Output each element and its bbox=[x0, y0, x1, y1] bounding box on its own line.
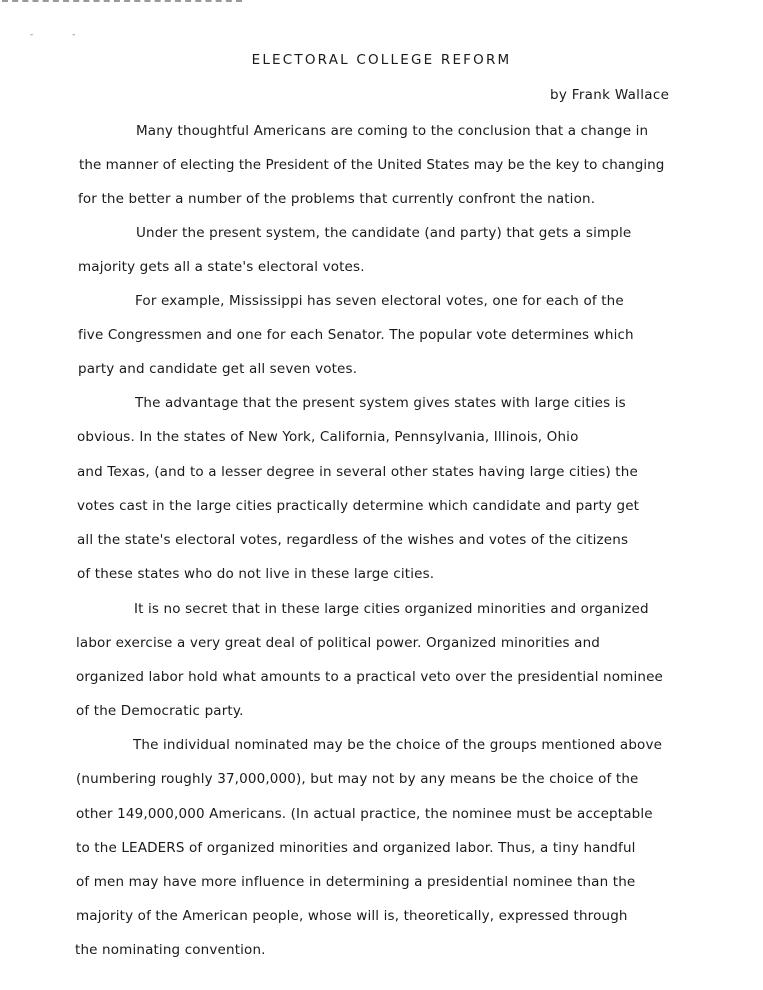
text-line: majority gets all a state's electoral votes. bbox=[78, 259, 365, 275]
text-line: other 149,000,000 Americans. (In actual practice, the nominee must be acceptable bbox=[76, 806, 653, 822]
text-line: of men may have more influence in determining a presidential nominee than the bbox=[76, 874, 636, 890]
document-title: ELECTORAL COLLEGE REFORM bbox=[251, 52, 512, 68]
margin-marks: - - bbox=[30, 30, 94, 40]
text-line: the nominating convention. bbox=[75, 942, 266, 958]
text-line: five Congressmen and one for each Senator. The popular vote determines which bbox=[78, 327, 634, 343]
text-line: Under the present system, the candidate (and party) that gets a simple bbox=[136, 225, 632, 241]
text-line: all the state's electoral votes, regardless of the wishes and votes of the citizens bbox=[77, 532, 629, 548]
text-line: and Texas, (and to a lesser degree in several other states having large cities) the bbox=[77, 464, 638, 480]
top-dashed-edge bbox=[2, 0, 242, 2]
text-line: to the LEADERS of organized minorities and organized labor. Thus, a tiny handful bbox=[76, 840, 636, 856]
text-line: of the Democratic party. bbox=[76, 703, 244, 719]
text-line: The advantage that the present system gives states with large cities is bbox=[135, 395, 626, 411]
text-line: for the better a number of the problems that currently confront the nation. bbox=[78, 191, 596, 207]
text-line: organized labor hold what amounts to a practical veto over the presidential nominee bbox=[76, 669, 663, 685]
text-line: the manner of electing the President of the United States may be the key to changing bbox=[79, 157, 665, 173]
document-author: by Frank Wallace bbox=[550, 87, 670, 103]
text-line: obvious. In the states of New York, California, Pennsylvania, Illinois, Ohio bbox=[77, 429, 579, 445]
text-line: (numbering roughly 37,000,000), but may not by any means be the choice of the bbox=[76, 771, 639, 787]
text-line: party and candidate get all seven votes. bbox=[78, 361, 358, 377]
text-line: It is no secret that in these large cities organized minorities and organized bbox=[134, 601, 649, 617]
text-line: Many thoughtful Americans are coming to the conclusion that a change in bbox=[136, 123, 649, 139]
text-line: The individual nominated may be the choice of the groups mentioned above bbox=[133, 737, 663, 753]
text-line: For example, Mississippi has seven electoral votes, one for each of the bbox=[135, 293, 624, 309]
text-line: labor exercise a very great deal of political power. Organized minorities and bbox=[76, 635, 601, 651]
text-line: of these states who do not live in these large cities. bbox=[77, 566, 435, 582]
text-line: majority of the American people, whose will is, theoretically, expressed through bbox=[76, 908, 628, 924]
text-line: votes cast in the large cities practically determine which candidate and party get bbox=[77, 498, 640, 514]
